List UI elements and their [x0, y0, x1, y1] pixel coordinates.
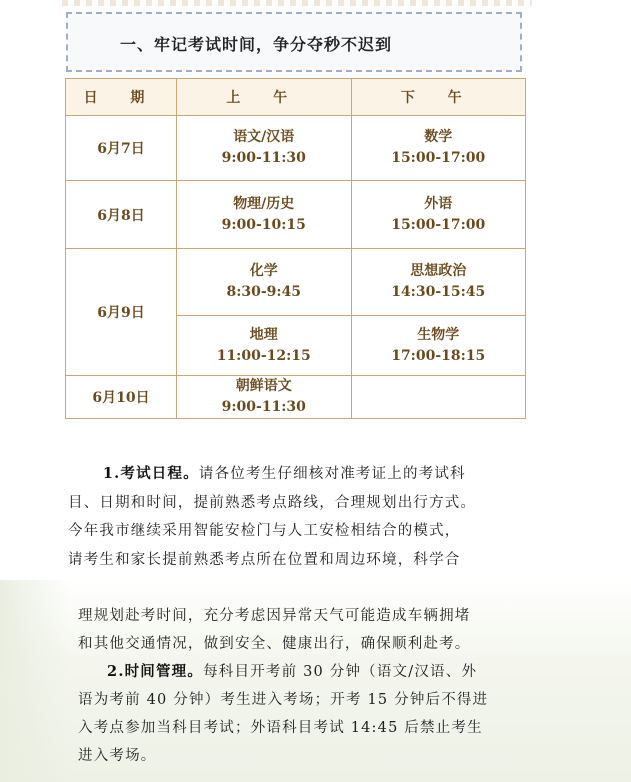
paragraph-line: 进入考场。 [78, 748, 157, 764]
subject: 外语 [424, 195, 453, 212]
morning-cell [177, 316, 352, 376]
afternoon-cell [351, 116, 526, 181]
table-row [66, 116, 526, 181]
exam-schedule-table [65, 78, 526, 419]
table-header-row [66, 79, 526, 116]
table-row [66, 181, 526, 249]
paragraph-heading: 1.考试日程。 [102, 465, 199, 482]
afternoon-cell [351, 316, 526, 376]
time: 14:30-15:45 [391, 284, 486, 300]
paragraph-line: 2.时间管理。每科目开考前 30 分钟（语文/汉语、外 [107, 663, 478, 680]
section-title: 一、牢记考试时间，争分夺秒不迟到 [120, 35, 393, 54]
time: 9:00-11:30 [221, 150, 306, 166]
morning-cell [177, 249, 352, 316]
subject: 物理/历史 [233, 195, 295, 212]
morning-cell [177, 181, 352, 249]
time: 15:00-17:00 [391, 150, 486, 166]
afternoon-cell [351, 376, 526, 419]
paragraph-line: 理规划赴考时间，充分考虑因异常天气可能造成车辆拥堵 [78, 608, 471, 624]
paragraph-exam-schedule [68, 460, 538, 574]
section-header-box [66, 12, 522, 72]
paragraph-line: 和其他交通情况，做到安全、健康出行，确保顺利赴考。 [78, 636, 471, 652]
table-row [66, 376, 526, 419]
subject: 地理 [249, 326, 278, 343]
subject: 化学 [249, 263, 278, 279]
decorative-strip [62, 0, 532, 6]
paragraph-continued [78, 602, 548, 770]
subject: 语文/汉语 [233, 129, 295, 145]
time: 11:00-12:15 [216, 347, 311, 364]
afternoon-cell [351, 181, 526, 249]
header-afternoon: 下 午 [351, 79, 526, 116]
date-cell: 6月9日 [66, 249, 177, 376]
paragraph-line: 目、日期和时间，提前熟悉考点路线，合理规划出行方式。 [68, 494, 477, 511]
morning-cell [177, 376, 352, 419]
background-wash-left [0, 580, 70, 782]
subject: 数学 [424, 129, 453, 145]
time: 9:00-11:30 [221, 399, 306, 415]
paragraph-line: 1.考试日程。请各位考生仔细核对准考证上的考试科 [102, 465, 466, 482]
time: 17:00-18:15 [391, 347, 486, 364]
time: 15:00-17:00 [391, 216, 486, 233]
header-date: 日 期 [66, 79, 177, 116]
paragraph-line: 入考点参加当科目考试；外语科目考试 14:45 后禁止考生 [78, 720, 483, 736]
time: 9:00-10:15 [221, 216, 306, 233]
paragraph-line: 请考生和家长提前熟悉考点所在位置和周边环境，科学合 [68, 551, 461, 568]
morning-cell [177, 116, 352, 181]
date-cell: 6月7日 [66, 116, 177, 181]
date-cell: 6月8日 [66, 181, 177, 249]
table-row [66, 249, 526, 316]
subject: 思想政治 [410, 263, 467, 279]
time: 8:30-9:45 [226, 284, 302, 300]
subject: 生物学 [417, 326, 460, 343]
paragraph-line: 语为考前 40 分钟）考生进入考场；开考 15 分钟后不得进 [78, 692, 489, 708]
afternoon-cell [351, 249, 526, 316]
subject: 朝鲜语文 [235, 378, 292, 394]
date-cell: 6月10日 [66, 376, 177, 419]
paragraph-heading: 2.时间管理。 [107, 663, 204, 680]
header-morning: 上 午 [177, 79, 352, 116]
paragraph-line: 今年我市继续采用智能安检门与人工安检相结合的模式， [68, 523, 461, 539]
